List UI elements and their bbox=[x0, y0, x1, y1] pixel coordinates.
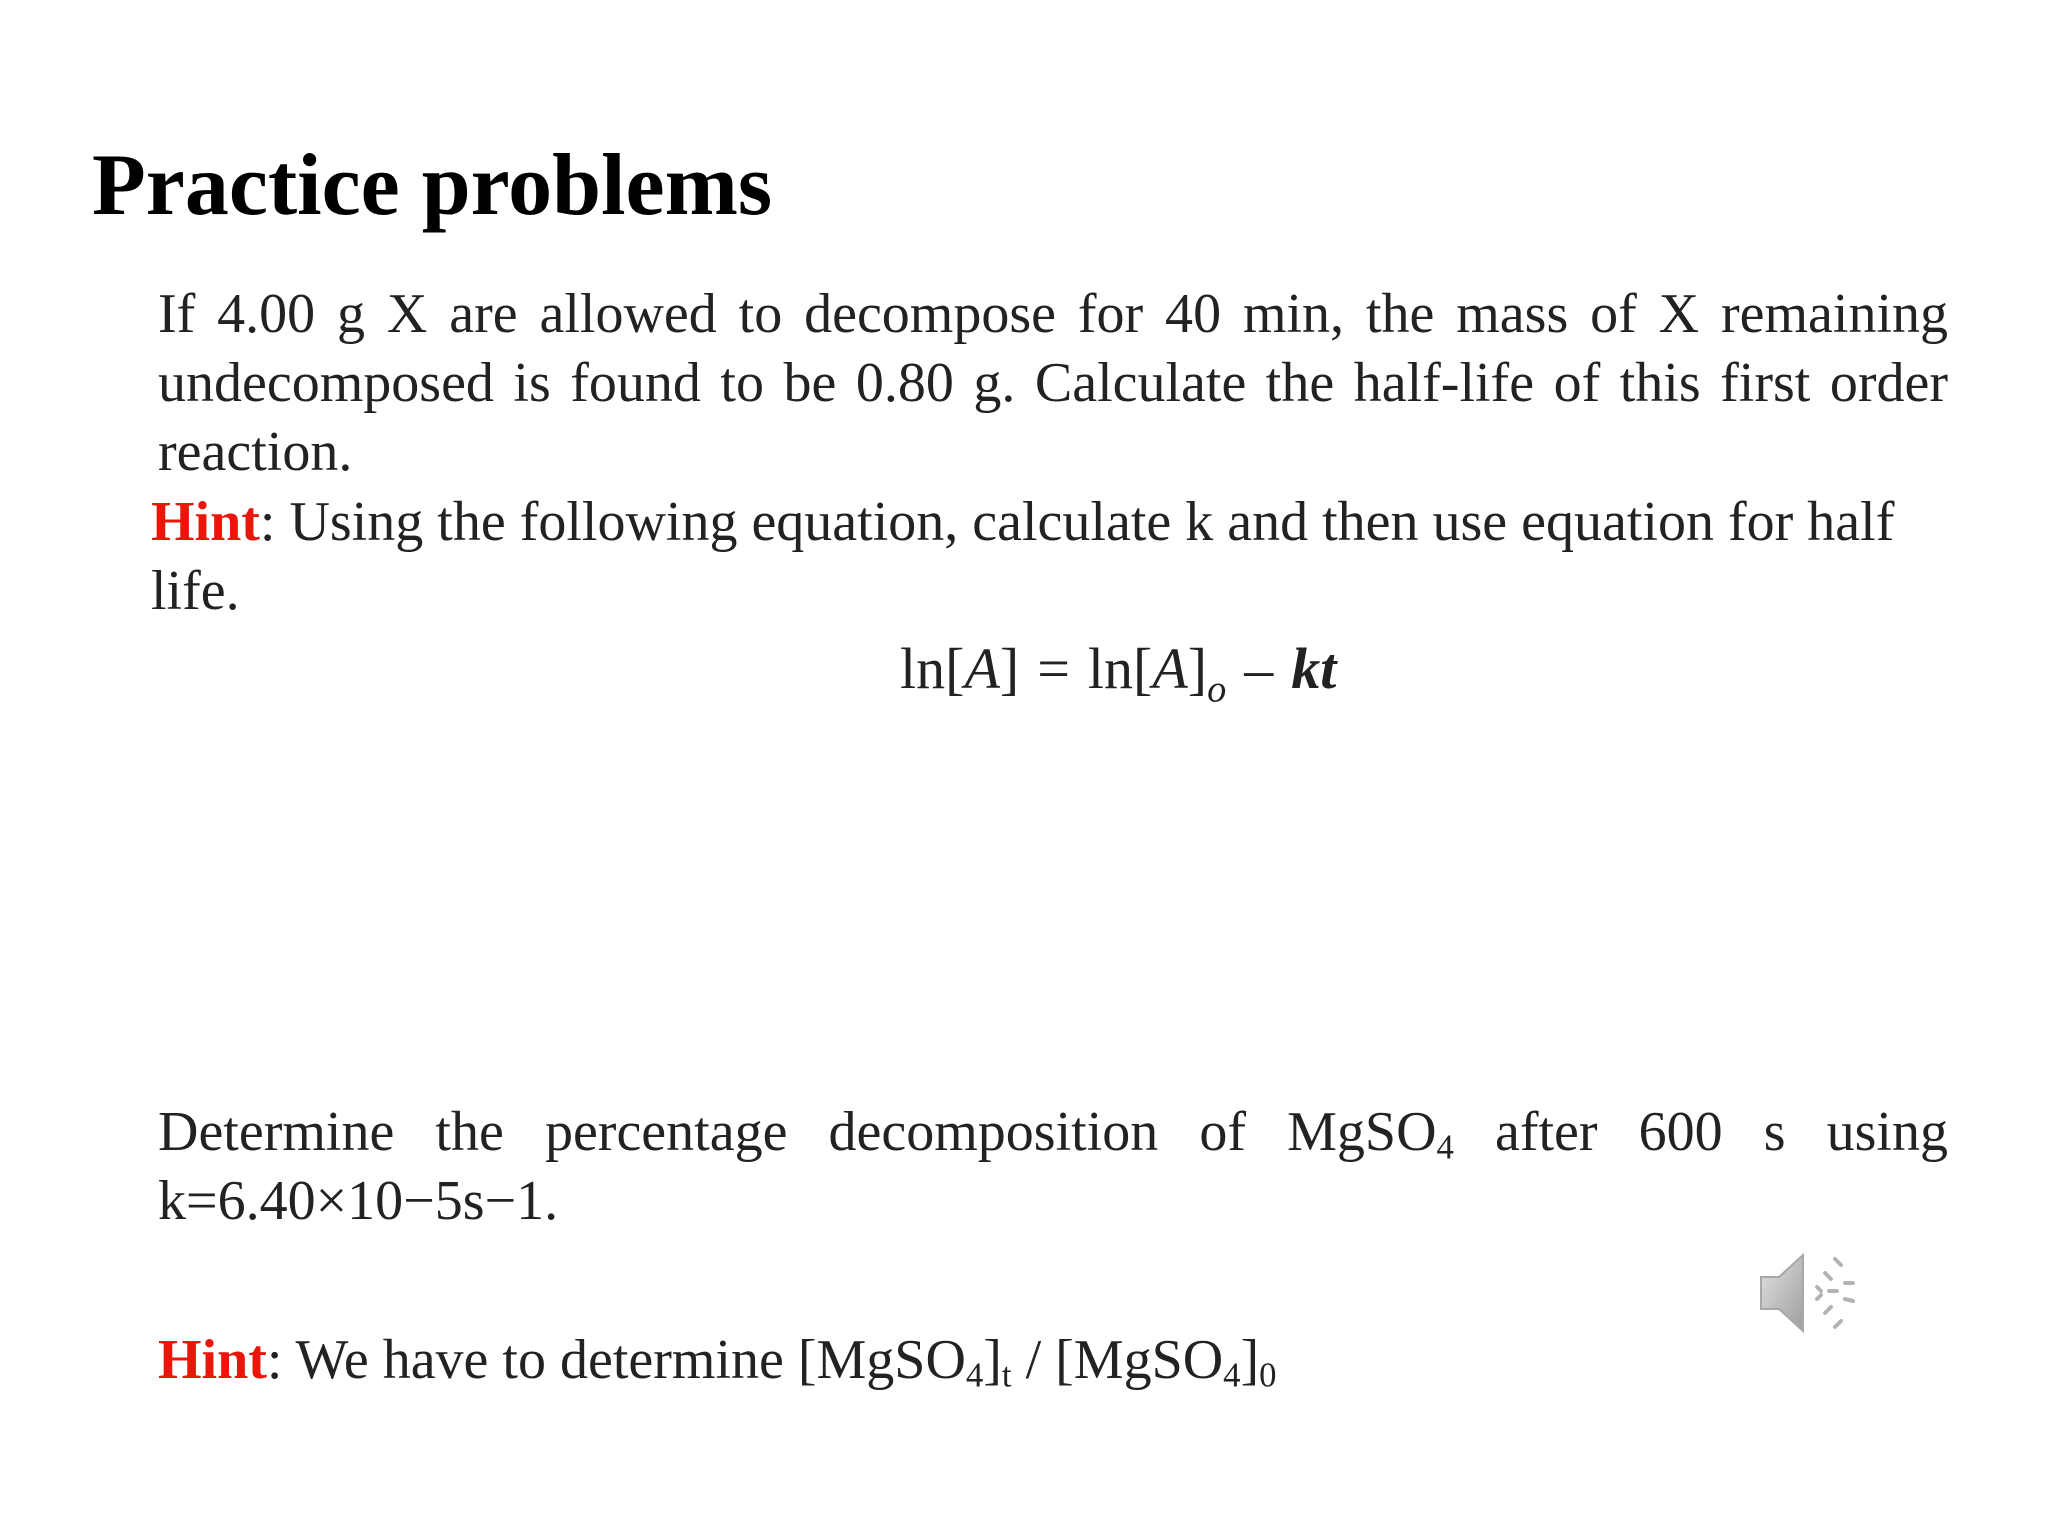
eq-var-a-left: A bbox=[964, 636, 1000, 701]
hint-subscript-a: 4 bbox=[965, 1355, 984, 1395]
hint-label: Hint bbox=[151, 491, 260, 553]
slide-title: Practice problems bbox=[92, 137, 773, 234]
problem-2-subscript: 4 bbox=[1436, 1127, 1454, 1167]
problem-2-hint bbox=[158, 1326, 1948, 1395]
hint-text-4: ] bbox=[1240, 1329, 1260, 1391]
eq-ln-left: ln[ bbox=[900, 636, 965, 701]
eq-minus: – bbox=[1244, 636, 1274, 701]
hint-subscript-b: 4 bbox=[1223, 1355, 1241, 1395]
problem-2-text bbox=[158, 1098, 1948, 1236]
eq-var-a-right: A bbox=[1152, 636, 1188, 701]
hint-text: : Using the following equation, calculate k and then use equation for half life. bbox=[151, 491, 1895, 622]
first-order-equation bbox=[900, 636, 1337, 711]
eq-kt: kt bbox=[1291, 636, 1337, 701]
hint-label: Hint bbox=[158, 1329, 267, 1391]
problem-1-text: If 4.00 g X are allowed to decompose for 40 min, the mass of X remaining undecomposed is found to be 0.80 g. Calculate the half-life of this first order reaction. bbox=[158, 283, 1948, 483]
hint-subscript-0: 0 bbox=[1259, 1355, 1277, 1395]
eq-bracket-right: ] bbox=[1187, 636, 1208, 701]
eq-subscript-o: o bbox=[1207, 668, 1227, 711]
problem-1-hint bbox=[151, 488, 1948, 626]
hint-text-3: / [MgSO bbox=[1011, 1329, 1224, 1391]
problem-2-text-b: after 600 s using k=6.40×10−5s−1. bbox=[158, 1101, 1948, 1232]
hint-text-1: : We have to determine [MgSO bbox=[266, 1329, 966, 1391]
problem-2-text-a: Determine the percentage decomposition of MgSO bbox=[158, 1101, 1437, 1163]
speaker-icon[interactable] bbox=[1755, 1243, 1865, 1343]
eq-ln-right: ln[ bbox=[1087, 636, 1153, 701]
hint-text-2: ] bbox=[983, 1329, 1002, 1391]
eq-equals: = bbox=[1037, 636, 1070, 701]
hint-subscript-t: t bbox=[1001, 1355, 1012, 1395]
eq-bracket-left: ] bbox=[999, 636, 1020, 701]
